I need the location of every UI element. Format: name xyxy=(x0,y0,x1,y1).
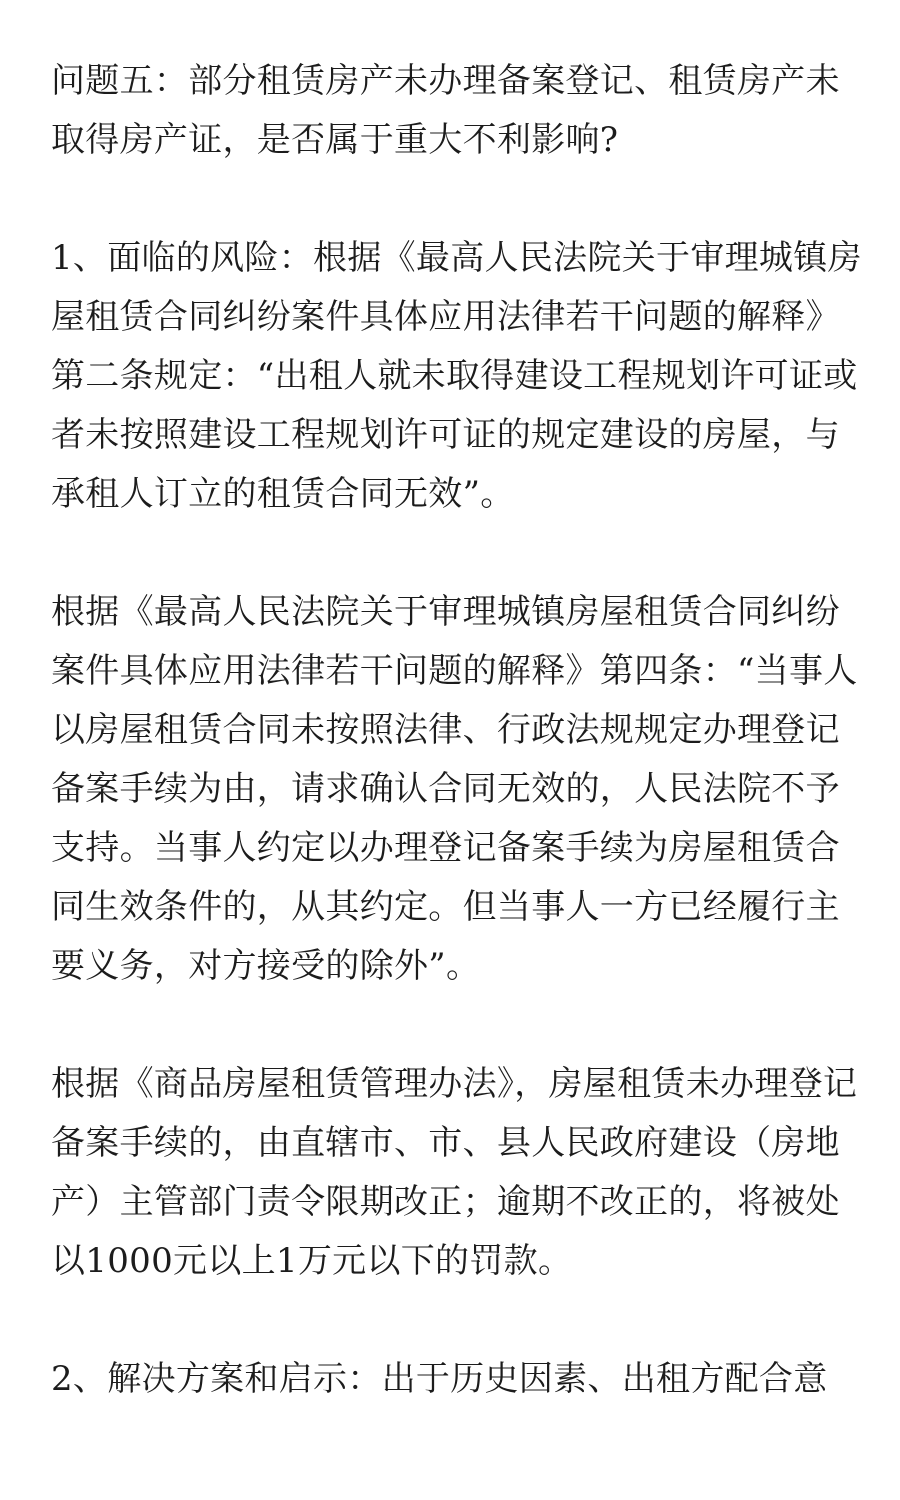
article-body xyxy=(51,52,861,1468)
text-line: 取得房产证，是否属于重大不利影响? xyxy=(51,120,619,160)
text-line: 第二条规定：“出租人就未取得建设工程规划许可证或 xyxy=(51,356,858,396)
text-line: 要义务，对方接受的除外”。 xyxy=(51,946,481,986)
text-line: 同生效条件的，从其约定。但当事人一方已经履行主 xyxy=(51,887,840,927)
text-line: 2、解决方案和启示：出于历史因素、出租方配合意 xyxy=(51,1359,828,1399)
article-four-paragraph xyxy=(51,583,861,996)
text-line: 根据《最高人民法院关于审理城镇房屋租赁合同纠纷 xyxy=(51,592,840,632)
text-line: 根据《商品房屋租赁管理办法》，房屋租赁未办理登记 xyxy=(51,1064,858,1104)
text-line: 屋租赁合同纠纷案件具体应用法律若干问题的解释》 xyxy=(51,297,840,337)
text-line: 1、面临的风险：根据《最高人民法院关于审理城镇房 xyxy=(51,238,862,278)
text-line: 备案手续的，由直辖市、市、县人民政府建设（房地 xyxy=(51,1123,840,1163)
text-line: 者未按照建设工程规划许可证的规定建设的房屋，与 xyxy=(51,415,840,455)
text-line: 案件具体应用法律若干问题的解释》第四条：“当事人 xyxy=(51,651,858,691)
text-line: 以1000元以上1万元以下的罚款。 xyxy=(51,1241,573,1281)
text-line: 备案手续为由，请求确认合同无效的，人民法院不予 xyxy=(51,769,840,809)
regulation-paragraph xyxy=(51,1055,861,1291)
text-line: 承租人订立的租赁合同无效”。 xyxy=(51,474,515,514)
question-heading xyxy=(51,52,861,170)
risk-paragraph xyxy=(51,229,861,524)
text-line: 产）主管部门责令限期改正；逾期不改正的，将被处 xyxy=(51,1182,840,1222)
text-line: 问题五：部分租赁房产未办理备案登记、租赁房产未 xyxy=(51,61,840,101)
text-line: 以房屋租赁合同未按照法律、行政法规规定办理登记 xyxy=(51,710,840,750)
text-line: 支持。当事人约定以办理登记备案手续为房屋租赁合 xyxy=(51,828,840,868)
solution-paragraph xyxy=(51,1350,861,1409)
